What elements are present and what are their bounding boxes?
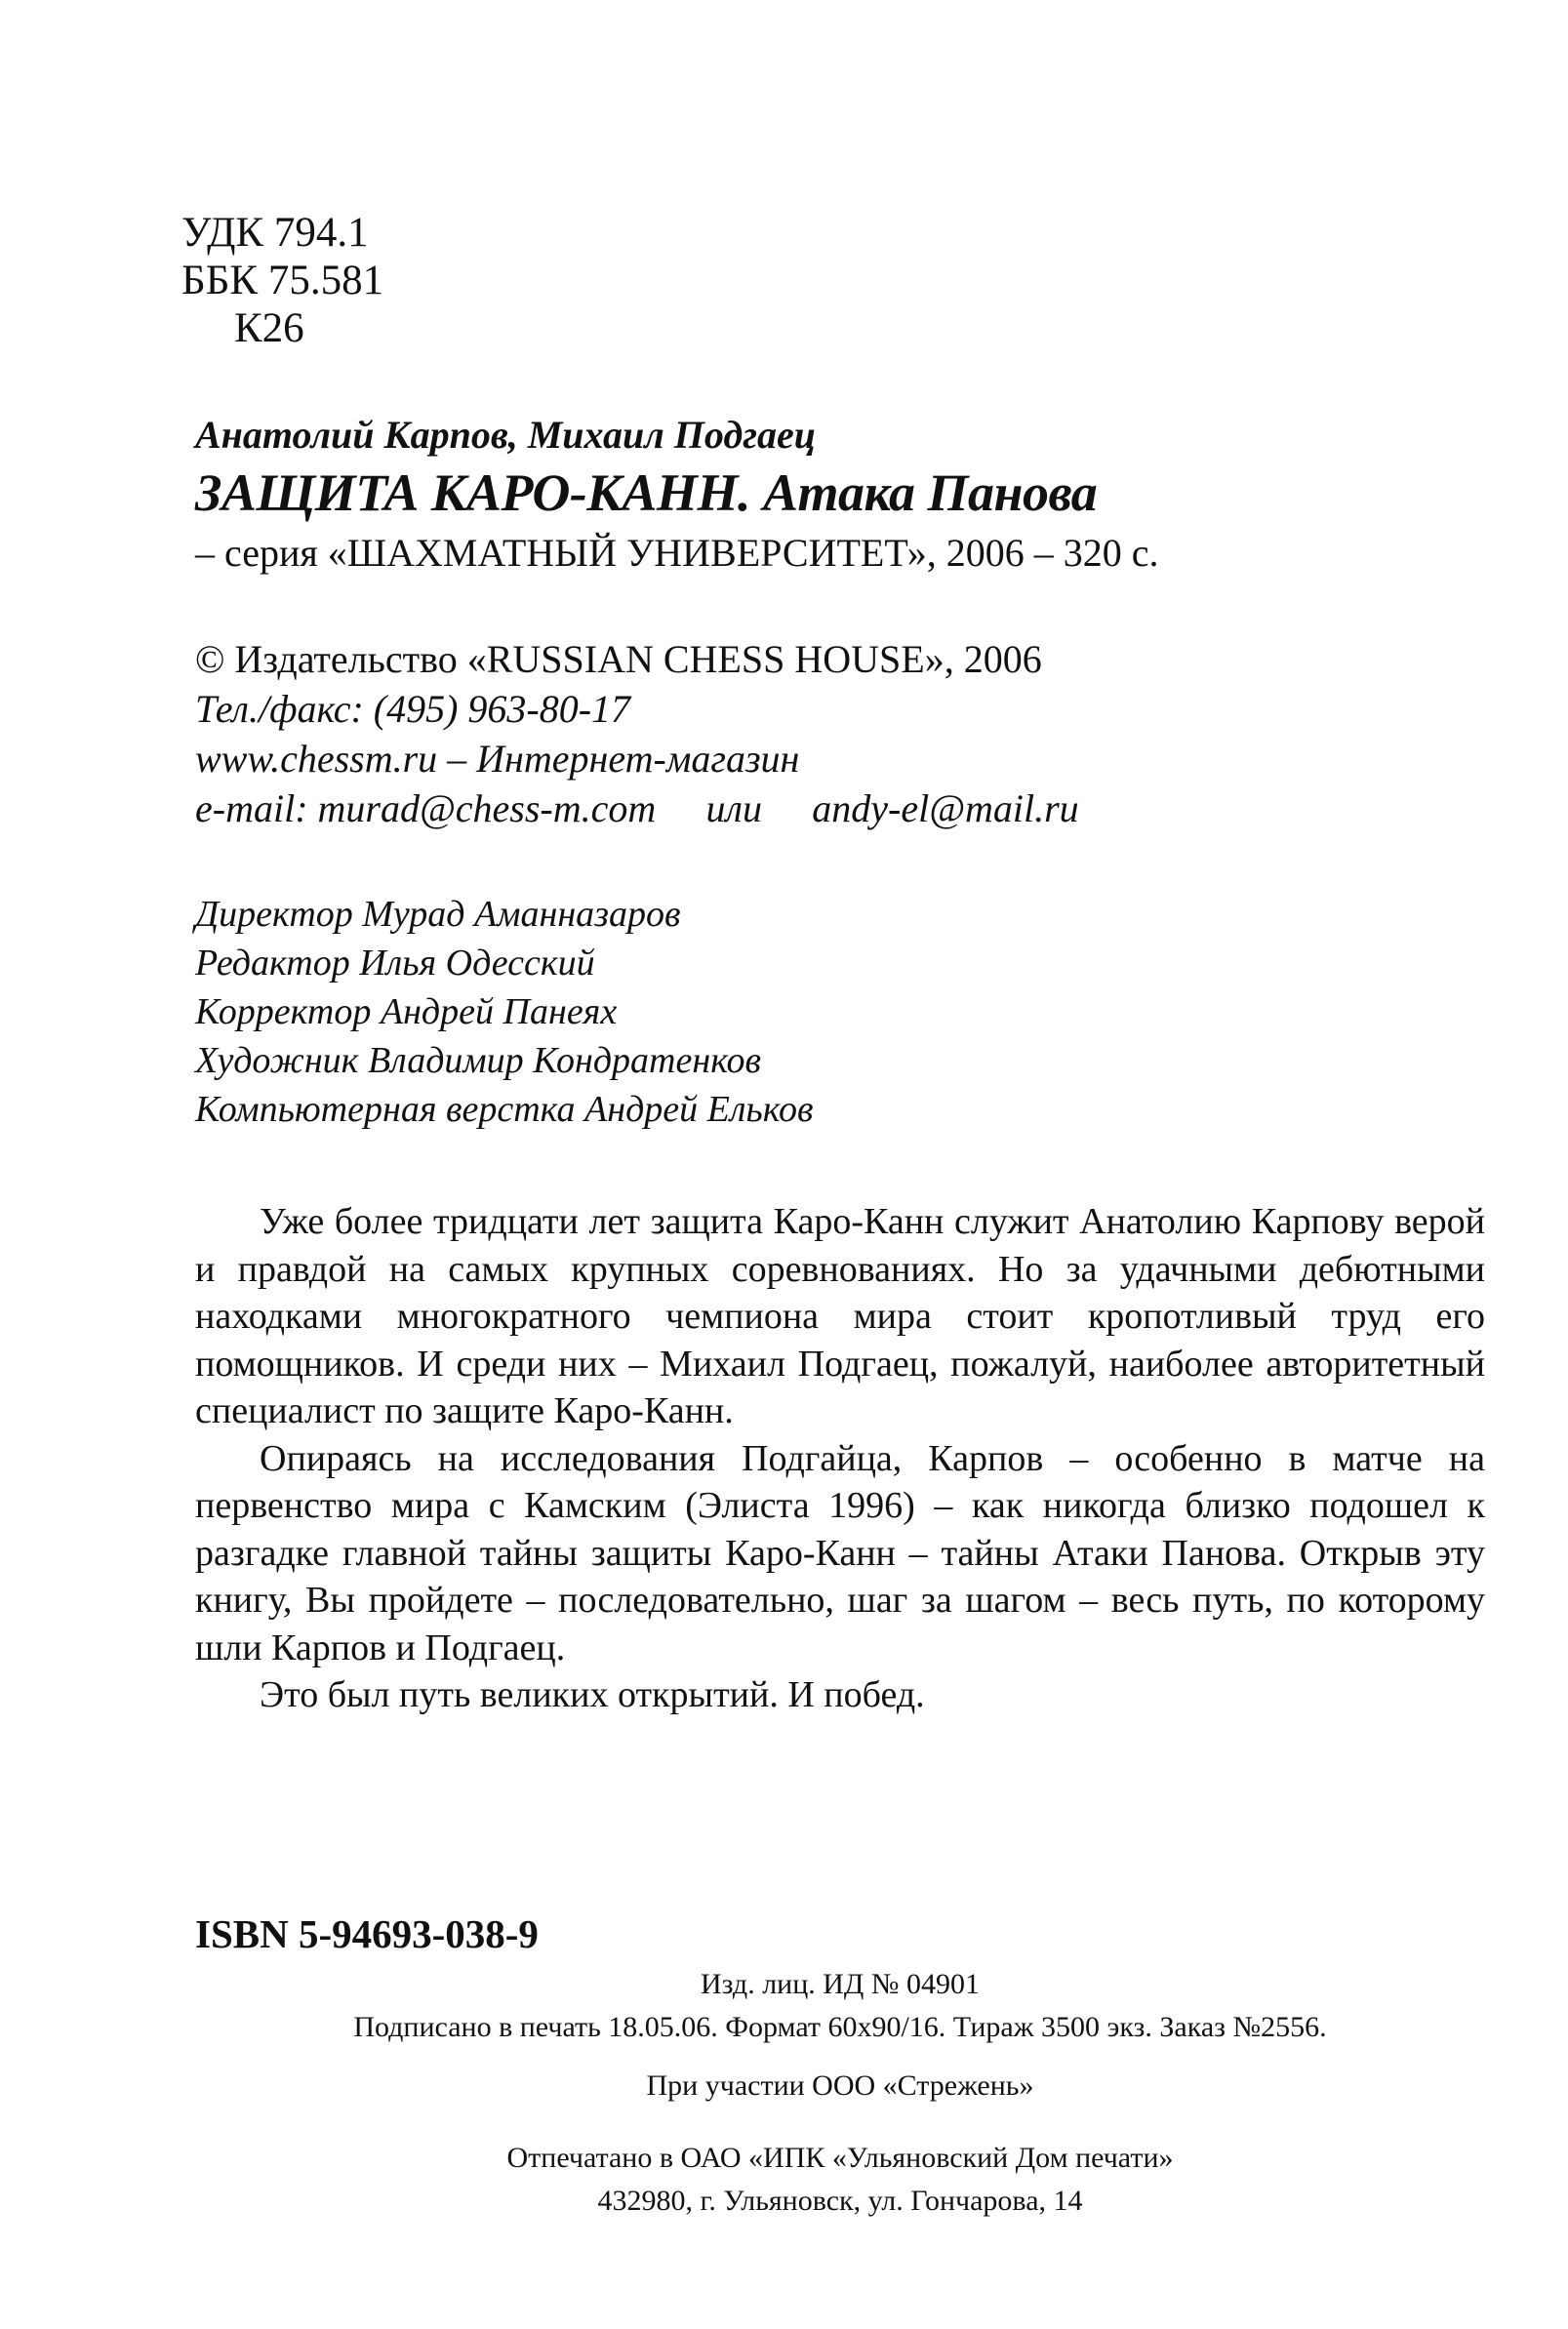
staff-proofreader: Корректор Андрей Панеях (195, 991, 618, 1032)
website-line: www.chessm.ru – Интернет-магазин (195, 737, 800, 781)
author-mark: К26 (234, 305, 304, 351)
publishing-license: Изд. лиц. ИД № 04901 (700, 1968, 981, 2000)
isbn: ISBN 5-94693-038-9 (195, 1911, 539, 1956)
classification-block (181, 209, 383, 352)
bibliographic-block (195, 410, 1158, 582)
email-secondary: andy-el@mail.ru (812, 786, 1079, 830)
authors: Анатолий Карпов, Михаил Подгаец (195, 413, 816, 457)
series-info: – серия «ШАХМАТНЫЙ УНИВЕРСИТЕТ», 2006 – 320 с. (195, 531, 1159, 575)
staff-editor: Редактор Илья Одесский (195, 943, 595, 984)
printer-address: 432980, г. Ульяновск, ул. Гончарова, 14 (597, 2185, 1083, 2217)
email-separator: или (705, 786, 762, 830)
staff-director: Директор Мурад Аманназаров (195, 894, 681, 935)
imprint-block (195, 1963, 1485, 2223)
printer-name: Отпечатано в ОАО «ИПК «Ульяновский Дом печати» (506, 2142, 1174, 2174)
participation-note: При участии ООО «Стрежень» (646, 2069, 1034, 2102)
staff-layout: Компьютерная верстка Андрей Ельков (195, 1089, 814, 1130)
udk-code: УДК 794.1 (181, 210, 369, 256)
staff-credits (195, 890, 814, 1134)
phone-line: Тел./факс: (495) 963-80-17 (195, 687, 631, 731)
publisher-block (195, 634, 1079, 833)
book-description (195, 1198, 1485, 1719)
book-title: ЗАЩИТА КАРО-КАНН. Атака Панова (195, 463, 1098, 522)
staff-artist: Художник Владимир Кондратенков (195, 1040, 762, 1081)
description-paragraph: Уже более тридцати лет защита Каро-Канн служит Анатолию Карпову верой и правдой на самых крупных соревнованиях. Но за удачными дебютными находками многократного чемпиона мира стоит кропотливый труд его помощников. И среди них – Михаил Подгаец, пожалуй, наиболее авторитетный специалист по защите Каро-Канн. (195, 1201, 1485, 1431)
copyright-line: © Издательство «RUSSIAN CHESS HOUSE», 2006 (195, 637, 1042, 681)
description-paragraph: Это был путь великих открытий. И побед. (260, 1674, 925, 1715)
email-primary: e-mail: murad@chess-m.com (195, 786, 657, 830)
description-paragraph: Опираясь на исследования Подгайца, Карпов – особенно в матче на первенство мира с Камским (Элиста 1996) – как никогда близко подошел к разгадке главной тайны защиты Каро-Канн – тайны Атаки Панова. Открыв эту книгу, Вы пройдете – последовательно, шаг за шагом – весь путь, по которому шли Карпов и Подгаец. (195, 1437, 1485, 1668)
bbk-code: ББК 75.581 (181, 258, 384, 303)
print-details: Подписано в печать 18.05.06. Формат 60x90/16. Тираж 3500 экз. Заказ №2556. (353, 2011, 1327, 2043)
email-line (195, 783, 1079, 833)
